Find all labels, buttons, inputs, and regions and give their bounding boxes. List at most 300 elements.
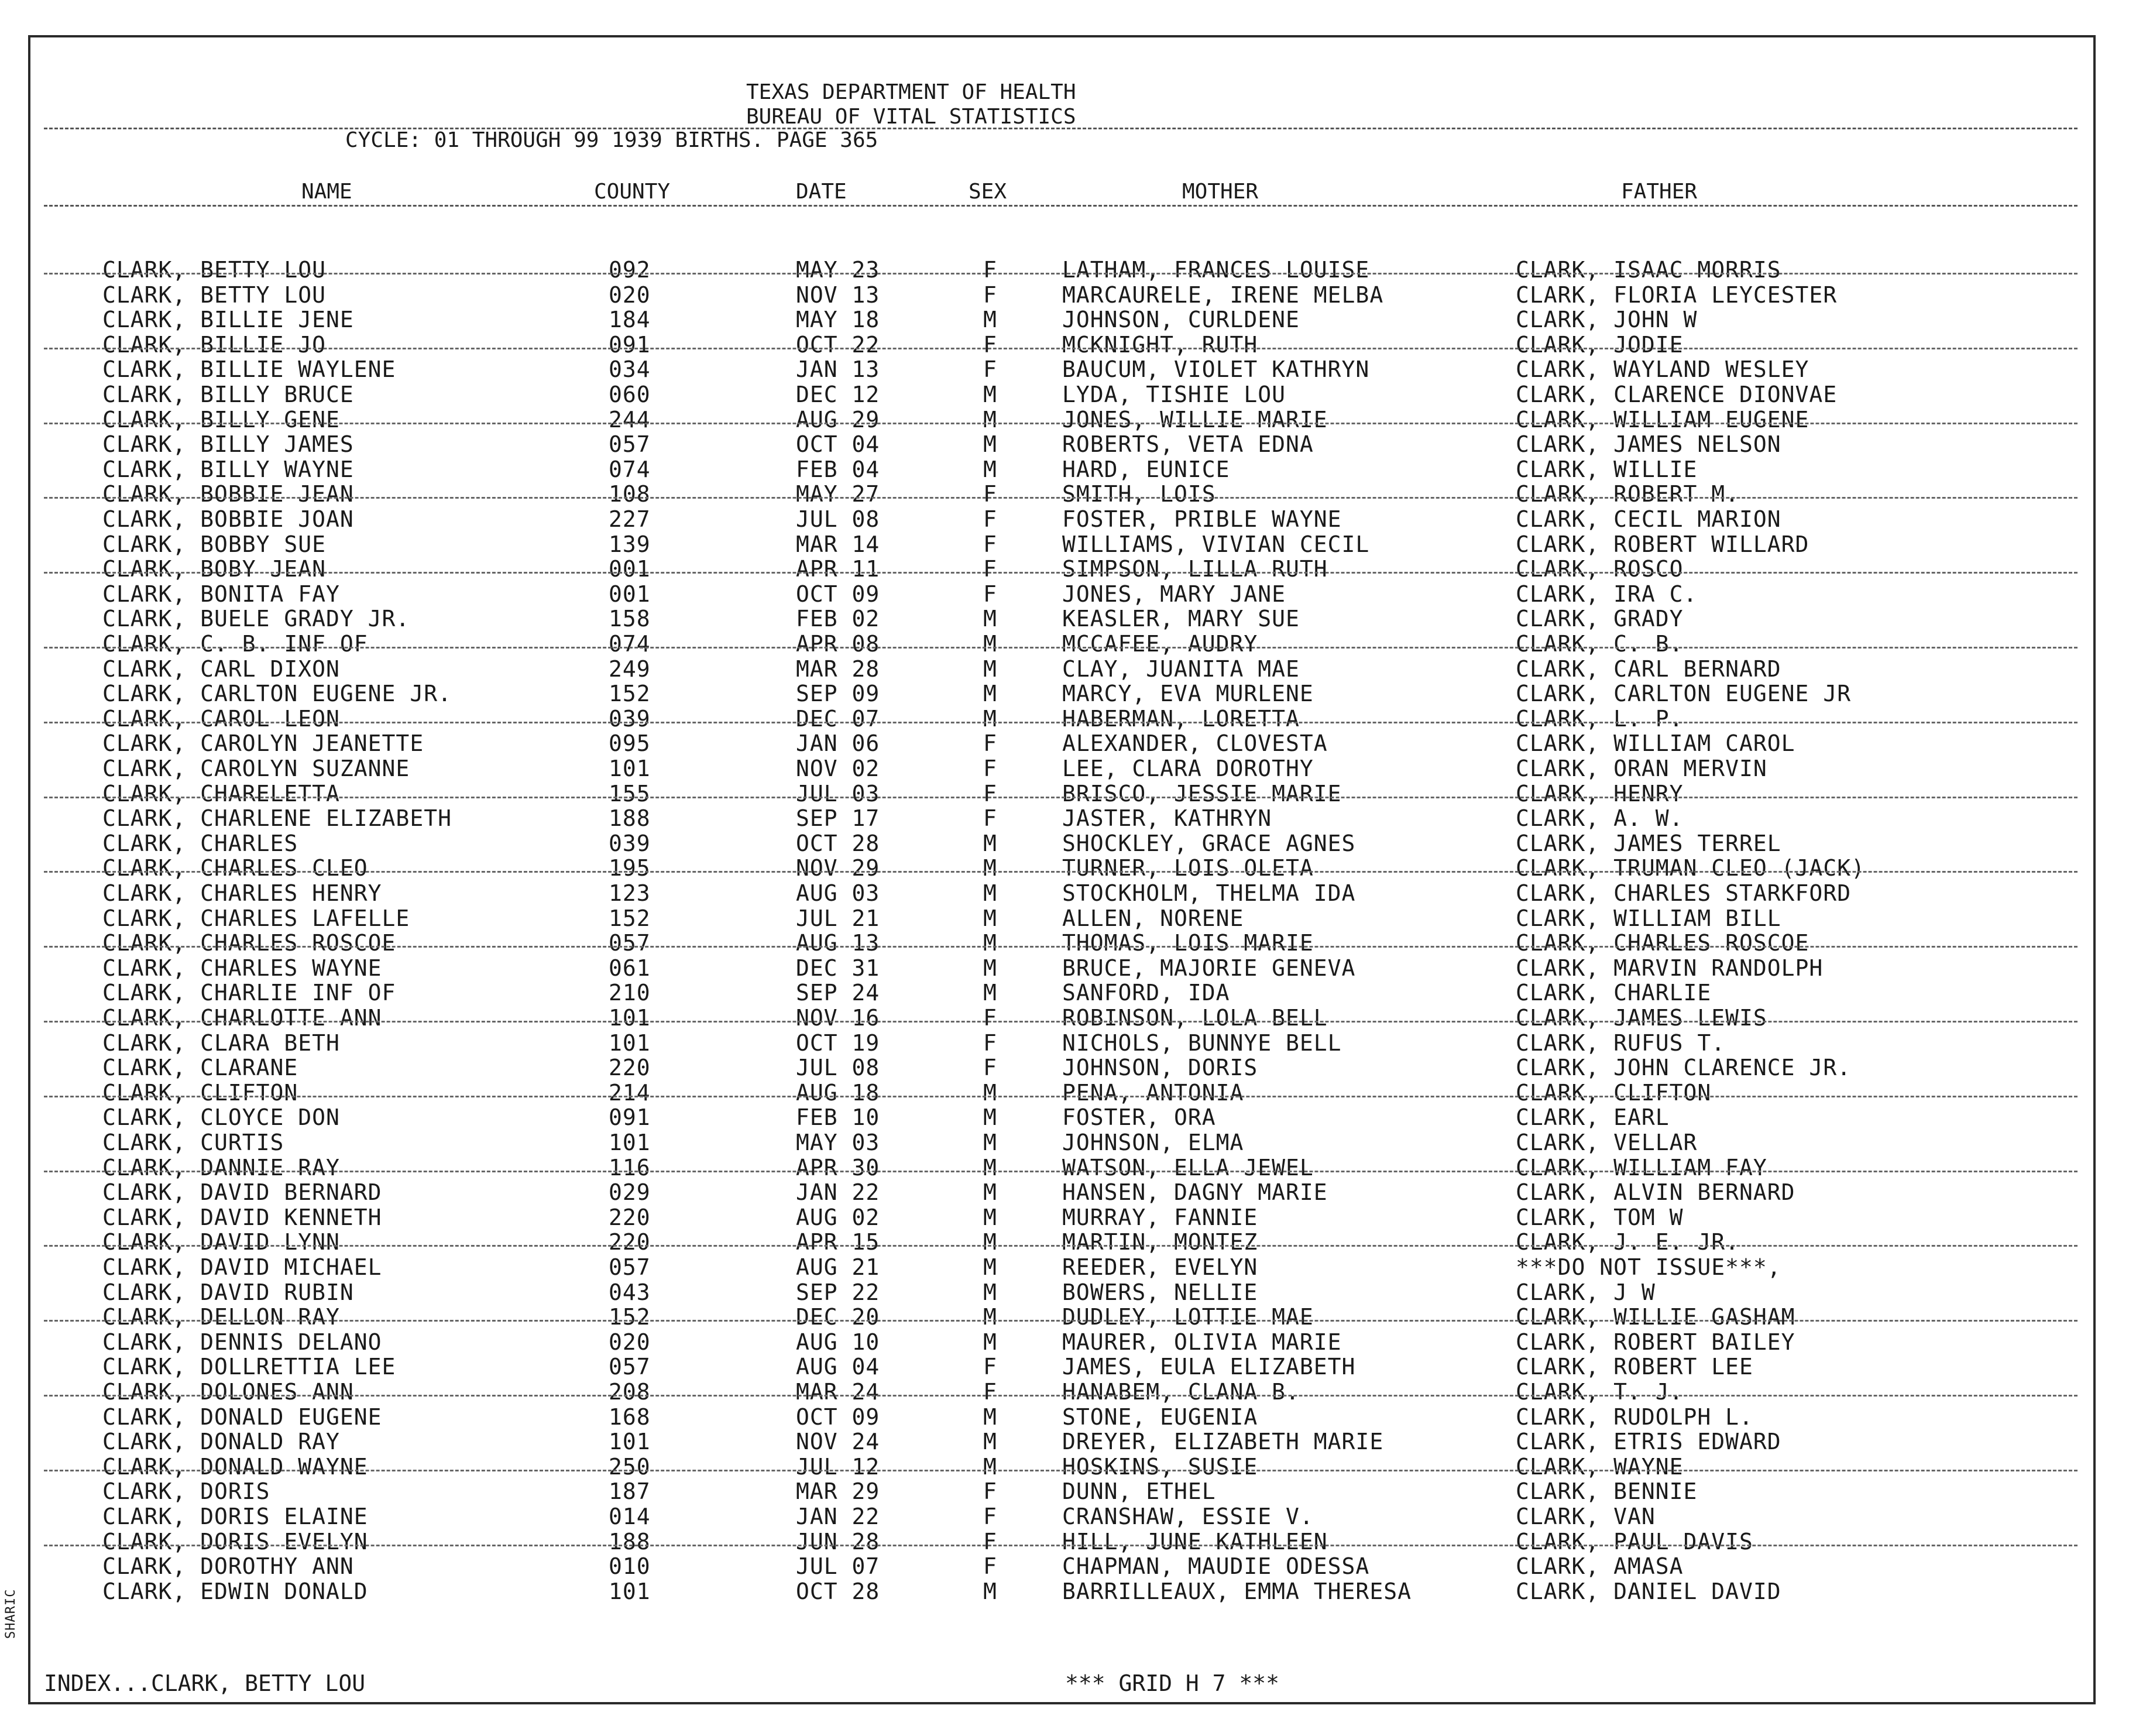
cell-name: CLARK, CHARELETTA (102, 780, 340, 807)
cell-county: 034 (609, 356, 651, 383)
cell-name: CLARK, C. B. INF OF (102, 631, 368, 657)
table-row (0, 1205, 2153, 1230)
table-row (0, 1305, 2153, 1329)
cell-father: ***DO NOT ISSUE***, (1516, 1254, 1781, 1280)
cell-mother: MARTIN, MONTEZ (1062, 1229, 1258, 1255)
cell-father: CLARK, JOHN W (1516, 307, 1698, 333)
cell-mother: ALLEN, NORENE (1062, 905, 1244, 931)
row-divider (44, 1171, 2078, 1172)
cell-father: CLARK, IRA C. (1516, 581, 1698, 607)
cell-father: CLARK, C. B. (1516, 631, 1684, 657)
cell-sex: M (983, 880, 997, 906)
cell-name: CLARK, CHARLES CLEO (102, 855, 368, 881)
cell-sex: M (983, 1329, 997, 1355)
table-row (0, 881, 2153, 905)
row-divider (44, 1245, 2078, 1247)
cell-county: 249 (609, 656, 651, 682)
table-row (0, 532, 2153, 557)
table-row (0, 756, 2153, 781)
cell-mother: BRUCE, MAJORIE GENEVA (1062, 955, 1356, 981)
table-row (0, 1479, 2153, 1504)
table-row (0, 432, 2153, 457)
table-row (0, 706, 2153, 731)
cell-sex: F (983, 331, 997, 358)
cell-sex: F (983, 780, 997, 807)
cell-county: 155 (609, 780, 651, 807)
cell-father: CLARK, TOM W (1516, 1204, 1684, 1230)
cell-date: AUG 10 (796, 1329, 880, 1355)
cell-father: CLARK, JAMES NELSON (1516, 431, 1781, 458)
cell-father: CLARK, CLIFTON (1516, 1079, 1712, 1106)
cell-sex: F (983, 481, 997, 507)
table-row (0, 357, 2153, 382)
cell-county: 101 (609, 1030, 651, 1056)
table-row (0, 1330, 2153, 1354)
cell-county: 057 (609, 930, 651, 956)
cell-date: OCT 09 (796, 1404, 880, 1430)
cell-county: 195 (609, 855, 651, 881)
cell-father: CLARK, CHARLES STARKFORD (1516, 880, 1852, 906)
cell-mother: KEASLER, MARY SUE (1062, 606, 1300, 632)
cell-name: CLARK, BILLIE JO (102, 331, 327, 358)
cell-sex: M (983, 456, 997, 482)
cell-name: CLARK, CHARLOTTE ANN (102, 1005, 382, 1031)
cell-father: CLARK, PAUL DAVIS (1516, 1528, 1753, 1555)
table-row (0, 781, 2153, 806)
column-header-date: DATE (796, 180, 847, 204)
cell-date: SEP 17 (796, 805, 880, 832)
cell-name: CLARK, BILLY BRUCE (102, 382, 354, 407)
cell-sex: M (983, 656, 997, 682)
table-row (0, 806, 2153, 831)
cell-date: NOV 13 (796, 282, 880, 308)
cell-father: CLARK, ISAAC MORRIS (1516, 257, 1781, 283)
cell-name: CLARK, BUELE GRADY JR. (102, 606, 410, 632)
side-label: SHARIC (4, 1589, 18, 1639)
cell-county: 091 (609, 1104, 651, 1131)
cell-name: CLARK, BOBBY SUE (102, 531, 327, 557)
cell-date: OCT 28 (796, 1578, 880, 1604)
cell-mother: DUNN, ETHEL (1062, 1478, 1216, 1505)
cell-name: CLARK, DONALD RAY (102, 1429, 340, 1455)
cell-county: 158 (609, 606, 651, 632)
cell-date: MAR 28 (796, 656, 880, 682)
cell-father: CLARK, WILLIAM CAROL (1516, 730, 1795, 757)
cell-name: CLARK, DAVID KENNETH (102, 1204, 382, 1230)
cell-father: CLARK, CHARLIE (1516, 980, 1712, 1006)
cell-county: 187 (609, 1478, 651, 1505)
cell-county: 152 (609, 1304, 651, 1330)
table-row (0, 1405, 2153, 1429)
cell-sex: M (983, 1179, 997, 1206)
cell-sex: M (983, 307, 997, 333)
cell-mother: HOSKINS, SUSIE (1062, 1453, 1258, 1480)
table-row (0, 1454, 2153, 1479)
table-row (0, 332, 2153, 357)
cell-sex: M (983, 1429, 997, 1455)
table-row (0, 1504, 2153, 1529)
cell-date: JAN 22 (796, 1504, 880, 1529)
cell-date: AUG 29 (796, 406, 880, 433)
cell-date: AUG 04 (796, 1354, 880, 1380)
row-divider (44, 722, 2078, 723)
row-divider (44, 797, 2078, 798)
cell-date: APR 30 (796, 1154, 880, 1181)
cell-date: FEB 02 (796, 606, 880, 632)
cell-father: CLARK, ETRIS EDWARD (1516, 1429, 1781, 1455)
cell-county: 001 (609, 581, 651, 607)
row-divider (44, 946, 2078, 948)
cell-mother: WILLIAMS, VIVIAN CECIL (1062, 531, 1370, 557)
cell-mother: CLAY, JUANITA MAE (1062, 656, 1300, 682)
cell-mother: CHAPMAN, MAUDIE ODESSA (1062, 1553, 1370, 1580)
cell-sex: F (983, 556, 997, 582)
cycle-line: CYCLE: 01 THROUGH 99 1939 BIRTHS. PAGE 365 (345, 128, 878, 152)
cell-father: CLARK, WAYLAND WESLEY (1516, 356, 1809, 383)
cell-date: NOV 02 (796, 756, 880, 781)
cell-county: 220 (609, 1229, 651, 1255)
cell-father: CLARK, CARLTON EUGENE JR (1516, 681, 1852, 707)
row-divider (44, 1470, 2078, 1471)
cell-sex: M (983, 855, 997, 881)
cell-father: CLARK, VAN (1516, 1504, 1656, 1529)
cell-mother: HABERMAN, LORETTA (1062, 705, 1300, 732)
cell-sex: F (983, 356, 997, 383)
table-row (0, 681, 2153, 706)
cell-sex: F (983, 1030, 997, 1056)
cell-name: CLARK, CHARLES (102, 830, 298, 856)
cell-sex: M (983, 1578, 997, 1604)
cell-name: CLARK, DOLONES ANN (102, 1379, 354, 1405)
cell-father: CLARK, WILLIAM BILL (1516, 905, 1781, 931)
cell-father: CLARK, JAMES TERREL (1516, 830, 1781, 856)
cell-father: CLARK, ROBERT LEE (1516, 1354, 1753, 1380)
cell-mother: PENA, ANTONIA (1062, 1079, 1244, 1106)
cell-date: JUL 12 (796, 1453, 880, 1480)
cell-mother: LATHAM, FRANCES LOUISE (1062, 257, 1370, 283)
cell-name: CLARK, CLARA BETH (102, 1030, 340, 1056)
cell-father: CLARK, DANIEL DAVID (1516, 1578, 1781, 1604)
cell-name: CLARK, DELLON RAY (102, 1304, 340, 1330)
cell-father: CLARK, ROSCO (1516, 556, 1684, 582)
cell-sex: M (983, 606, 997, 632)
cell-county: 123 (609, 880, 651, 906)
cell-father: CLARK, CLARENCE DIONVAE (1516, 382, 1838, 407)
cell-date: APR 11 (796, 556, 880, 582)
cell-mother: MCKNIGHT, RUTH (1062, 331, 1258, 358)
cell-father: CLARK, GRADY (1516, 606, 1684, 632)
cell-sex: F (983, 257, 997, 283)
cell-mother: BRISCO, JESSIE MARIE (1062, 780, 1342, 807)
table-row (0, 1380, 2153, 1404)
cell-date: FEB 10 (796, 1104, 880, 1131)
cell-name: CLARK, CHARLES ROSCOE (102, 930, 396, 956)
cell-county: 010 (609, 1553, 651, 1580)
cell-mother: STONE, EUGENIA (1062, 1404, 1258, 1430)
cell-father: CLARK, CECIL MARION (1516, 506, 1781, 532)
cell-name: CLARK, DORIS ELAINE (102, 1504, 368, 1529)
cell-name: CLARK, BOBY JEAN (102, 556, 327, 582)
cell-father: CLARK, L. P. (1516, 705, 1684, 732)
cell-father: CLARK, BENNIE (1516, 1478, 1698, 1505)
cell-name: CLARK, DOROTHY ANN (102, 1553, 354, 1580)
cell-sex: F (983, 1354, 997, 1380)
cell-county: 101 (609, 1130, 651, 1155)
row-divider (44, 423, 2078, 424)
cell-name: CLARK, EDWIN DONALD (102, 1578, 368, 1604)
cell-county: 060 (609, 382, 651, 407)
cell-name: CLARK, CARL DIXON (102, 656, 340, 682)
cell-county: 101 (609, 756, 651, 781)
cell-county: 168 (609, 1404, 651, 1430)
table-row (0, 1554, 2153, 1579)
row-divider (44, 1320, 2078, 1322)
cell-county: 043 (609, 1279, 651, 1305)
cell-father: CLARK, VELLAR (1516, 1130, 1698, 1155)
cell-mother: ALEXANDER, CLOVESTA (1062, 730, 1328, 757)
cell-mother: BARRILLEAUX, EMMA THERESA (1062, 1578, 1412, 1604)
cell-mother: LEE, CLARA DOROTHY (1062, 756, 1314, 781)
row-divider (44, 1395, 2078, 1397)
cell-name: CLARK, DONALD WAYNE (102, 1453, 368, 1480)
cell-name: CLARK, BOBBIE JEAN (102, 481, 354, 507)
cell-name: CLARK, BILLY GENE (102, 406, 340, 433)
cell-name: CLARK, DORIS (102, 1478, 270, 1505)
cell-county: 152 (609, 905, 651, 931)
cell-father: CLARK, A. W. (1516, 805, 1684, 832)
cell-sex: F (983, 531, 997, 557)
table-row (0, 258, 2153, 282)
cell-county: 139 (609, 531, 651, 557)
cell-mother: SANFORD, IDA (1062, 980, 1230, 1006)
cell-county: 039 (609, 830, 651, 856)
cell-father: CLARK, WAYNE (1516, 1453, 1684, 1480)
cell-mother: BAUCUM, VIOLET KATHRYN (1062, 356, 1370, 383)
cell-date: DEC 20 (796, 1304, 880, 1330)
cell-mother: WATSON, ELLA JEWEL (1062, 1154, 1314, 1181)
cell-date: JAN 13 (796, 356, 880, 383)
table-row (0, 956, 2153, 980)
cell-name: CLARK, CARLTON EUGENE JR. (102, 681, 452, 707)
cell-date: DEC 31 (796, 955, 880, 981)
cell-mother: JOHNSON, ELMA (1062, 1130, 1244, 1155)
cell-county: 227 (609, 506, 651, 532)
cell-father: CLARK, J. E. JR. (1516, 1229, 1740, 1255)
cell-mother: MCCAFEE, AUDRY (1062, 631, 1258, 657)
cell-name: CLARK, BOBBIE JOAN (102, 506, 354, 532)
cell-name: CLARK, CAROLYN JEANETTE (102, 730, 424, 757)
cell-mother: DREYER, ELIZABETH MARIE (1062, 1429, 1384, 1455)
cell-father: CLARK, JAMES LEWIS (1516, 1005, 1767, 1031)
cell-sex: M (983, 1229, 997, 1255)
cell-mother: HANABEM, CLANA B. (1062, 1379, 1300, 1405)
cell-father: CLARK, ROBERT M. (1516, 481, 1740, 507)
cell-sex: M (983, 955, 997, 981)
cell-name: CLARK, DORIS EVELYN (102, 1528, 368, 1555)
cell-father: CLARK, JODIE (1516, 331, 1684, 358)
cell-father: CLARK, HENRY (1516, 780, 1684, 807)
cell-date: JUL 08 (796, 1055, 880, 1081)
department-title: TEXAS DEPARTMENT OF HEALTH (746, 80, 1076, 104)
cell-date: NOV 16 (796, 1005, 880, 1031)
table-row (0, 283, 2153, 307)
cell-sex: F (983, 756, 997, 781)
cell-mother: HANSEN, DAGNY MARIE (1062, 1179, 1328, 1206)
cell-name: CLARK, DAVID RUBIN (102, 1279, 354, 1305)
cell-date: JAN 06 (796, 730, 880, 757)
cell-sex: M (983, 631, 997, 657)
cell-mother: ROBINSON, LOLA BELL (1062, 1005, 1328, 1031)
cell-sex: M (983, 1130, 997, 1155)
cell-county: 101 (609, 1005, 651, 1031)
cell-sex: M (983, 705, 997, 732)
cell-mother: FOSTER, ORA (1062, 1104, 1216, 1131)
cell-date: AUG 03 (796, 880, 880, 906)
cell-date: OCT 19 (796, 1030, 880, 1056)
cell-date: MAY 03 (796, 1130, 880, 1155)
cell-name: CLARK, BILLIE JENE (102, 307, 354, 333)
row-divider (44, 273, 2078, 275)
cell-date: MAR 24 (796, 1379, 880, 1405)
cell-sex: F (983, 1379, 997, 1405)
cell-father: CLARK, TRUMAN CLEO (JACK) (1516, 855, 1865, 881)
cell-father: CLARK, MARVIN RANDOLPH (1516, 955, 1824, 981)
cell-father: CLARK, RUDOLPH L. (1516, 1404, 1753, 1430)
cell-county: 214 (609, 1079, 651, 1106)
table-row (0, 382, 2153, 407)
cell-date: MAR 29 (796, 1478, 880, 1505)
cell-date: SEP 09 (796, 681, 880, 707)
table-row (0, 1280, 2153, 1305)
cell-sex: F (983, 1478, 997, 1505)
cell-sex: M (983, 830, 997, 856)
cell-mother: MARCAURELE, IRENE MELBA (1062, 282, 1384, 308)
cell-sex: M (983, 406, 997, 433)
table-row (0, 632, 2153, 656)
cell-date: DEC 12 (796, 382, 880, 407)
cell-sex: F (983, 581, 997, 607)
table-row (0, 407, 2153, 432)
table-row (0, 1354, 2153, 1379)
cell-county: 074 (609, 631, 651, 657)
cell-county: 220 (609, 1204, 651, 1230)
table-row (0, 1180, 2153, 1205)
cell-date: OCT 04 (796, 431, 880, 458)
cell-county: 220 (609, 1055, 651, 1081)
cell-county: 001 (609, 556, 651, 582)
cell-father: CLARK, AMASA (1516, 1553, 1684, 1580)
table-row (0, 856, 2153, 880)
cell-county: 020 (609, 282, 651, 308)
cell-mother: MAURER, OLIVIA MARIE (1062, 1329, 1342, 1355)
cell-name: CLARK, CHARLIE INF OF (102, 980, 396, 1006)
cell-father: CLARK, FLORIA LEYCESTER (1516, 282, 1838, 308)
cell-date: MAR 14 (796, 531, 880, 557)
cell-father: CLARK, WILLIAM EUGENE (1516, 406, 1809, 433)
cell-name: CLARK, CLIFTON (102, 1079, 298, 1106)
table-row (0, 307, 2153, 332)
cell-sex: M (983, 1079, 997, 1106)
cell-mother: HILL, JUNE KATHLEEN (1062, 1528, 1328, 1555)
cell-mother: JONES, WILLIE MARIE (1062, 406, 1328, 433)
cell-date: OCT 22 (796, 331, 880, 358)
table-row (0, 1579, 2153, 1604)
cell-sex: M (983, 1279, 997, 1305)
table-row (0, 1006, 2153, 1030)
row-divider (44, 871, 2078, 873)
cell-county: 061 (609, 955, 651, 981)
cell-county: 101 (609, 1429, 651, 1455)
column-header-mother: MOTHER (1182, 180, 1259, 204)
table-row (0, 557, 2153, 581)
cell-mother: SMITH, LOIS (1062, 481, 1216, 507)
cell-father: CLARK, RUFUS T. (1516, 1030, 1726, 1056)
cell-county: 188 (609, 805, 651, 832)
cell-date: AUG 21 (796, 1254, 880, 1280)
cell-father: CLARK, ROBERT BAILEY (1516, 1329, 1795, 1355)
cell-sex: F (983, 1005, 997, 1031)
cell-name: CLARK, CLARANE (102, 1055, 298, 1081)
cell-county: 057 (609, 431, 651, 458)
cell-county: 184 (609, 307, 651, 333)
cell-sex: F (983, 1528, 997, 1555)
cell-name: CLARK, CHARLES LAFELLE (102, 905, 410, 931)
cell-sex: M (983, 930, 997, 956)
cell-date: JUL 21 (796, 905, 880, 931)
cell-name: CLARK, BILLIE WAYLENE (102, 356, 396, 383)
cell-county: 108 (609, 481, 651, 507)
cell-date: OCT 28 (796, 830, 880, 856)
cell-mother: MURRAY, FANNIE (1062, 1204, 1258, 1230)
column-header-sex: SEX (969, 180, 1007, 204)
table-row (0, 1230, 2153, 1254)
cell-mother: FOSTER, PRIBLE WAYNE (1062, 506, 1342, 532)
cell-date: FEB 04 (796, 456, 880, 482)
cell-mother: REEDER, EVELYN (1062, 1254, 1258, 1280)
cell-date: SEP 24 (796, 980, 880, 1006)
cell-name: CLARK, CAROLYN SUZANNE (102, 756, 410, 781)
table-row (0, 457, 2153, 482)
row-divider (44, 1545, 2078, 1546)
cell-mother: SHOCKLEY, GRACE AGNES (1062, 830, 1356, 856)
row-divider (44, 497, 2078, 499)
cell-county: 116 (609, 1154, 651, 1181)
cell-name: CLARK, DAVID LYNN (102, 1229, 340, 1255)
cell-father: CLARK, CHARLES ROSCOE (1516, 930, 1809, 956)
cell-county: 074 (609, 456, 651, 482)
table-row (0, 1130, 2153, 1155)
cell-date: MAY 27 (796, 481, 880, 507)
cell-date: JUL 08 (796, 506, 880, 532)
cell-mother: SIMPSON, LILLA RUTH (1062, 556, 1328, 582)
cell-sex: M (983, 1204, 997, 1230)
table-row (0, 1055, 2153, 1080)
cell-sex: M (983, 1404, 997, 1430)
cell-sex: M (983, 1104, 997, 1131)
cell-county: 039 (609, 705, 651, 732)
cell-father: CLARK, J W (1516, 1279, 1656, 1305)
cell-date: OCT 09 (796, 581, 880, 607)
cell-name: CLARK, BETTY LOU (102, 282, 327, 308)
divider (44, 205, 2078, 207)
cell-date: NOV 29 (796, 855, 880, 881)
cell-county: 152 (609, 681, 651, 707)
table-row (0, 1155, 2153, 1180)
cell-sex: M (983, 681, 997, 707)
cell-mother: JASTER, KATHRYN (1062, 805, 1272, 832)
cell-name: CLARK, CHARLES HENRY (102, 880, 382, 906)
table-row (0, 831, 2153, 856)
